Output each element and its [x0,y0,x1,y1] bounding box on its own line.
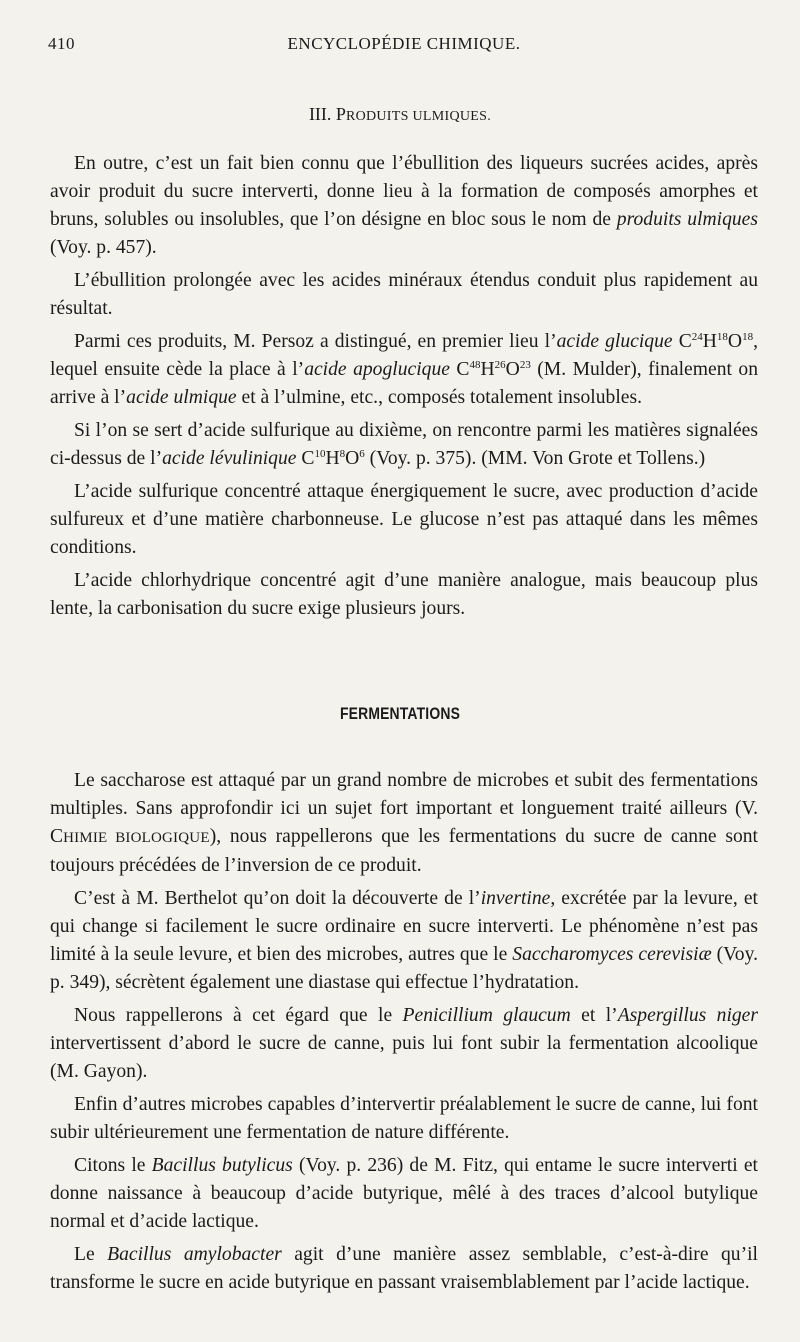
term-bacillus-amylobacter: Bacillus amylobacter [107,1244,282,1265]
paragraph-4-text-a: Si l’on se sert d’acide sulfurique au dixième, on rencontre parmi les matières signalées ci-dessus de l’ [50,420,758,469]
chimie-biologique-initial: C [50,826,64,847]
paragraph-1-text-a: En outre, c’est un fait bien connu que l’ébullition des liqueurs sucrées acides, après avoir produit du sucre interverti, donne lieu à la formation de composés amorphes et bruns, solubles ou insolubles, que l’on désigne en bloc sous le nom de [50,153,758,230]
section-heading-rest: RODUITS ULMIQUES. [345,109,492,124]
paragraph-11-text-b: (Voy. p. 236) de M. Fitz, qui entame le sucre interverti et donne naissance à beaucoup d’acide butyrique, mêlé à des traces d’alcool butylique normal et d’acide lactique. [50,1155,758,1232]
paragraph-7-text-b: ), nous rappellerons que les fermentations du sucre de canne sont toujours précédées de l’inversion de ce produit. [50,826,758,876]
paragraph-4 [50,417,758,473]
paragraph-9 [50,1002,758,1086]
term-acide-apoglucique: acide apoglucique [304,359,450,380]
paragraph-3-text-b: , lequel ensuite cède la place à l’ [50,331,758,380]
formula-levulinique: $C^{10}H^8O^6$ [301,448,365,469]
page-number: 410 [48,34,75,53]
term-acide-levulinique: acide lévulinique [162,448,297,469]
paragraph-3-text-d: et à l’ulmine, etc., composés totalement insolubles. [236,387,643,408]
paragraph-1 [50,150,758,262]
paragraph-3 [50,328,758,412]
term-acide-ulmique: acide ulmique [126,387,237,408]
paragraph-9-text-c: intervertissent d’abord le sucre de canne, puis lui font subir la fermentation alcoolique (M. Gayon). [50,1033,758,1082]
paragraph-11 [50,1152,758,1236]
paragraph-12 [50,1241,758,1297]
paragraph-1-term: produits ulmiques [616,209,758,230]
section-heading-initial: P [335,104,346,124]
running-head [48,34,760,58]
formula-apoglucique: $C^{48}H^{26}O^{23}$ [456,359,531,380]
paragraph-10: Enfin d’autres microbes capables d’intervertir préalablement le sucre de canne, lui font subir ultérieurement une fermentation de nature différente. [50,1094,758,1143]
formula-glucique: $C^{24}H^{18}O^{18}$ [678,331,754,352]
paragraph-8-text-c: (Voy. p. 349), sécrètent également une diastase qui effectue l’hydratation. [50,944,758,993]
section-heading [0,104,800,125]
paragraph-2: L’ébullition prolongée avec les acides minéraux étendus conduit plus rapidement au résultat. [50,270,758,319]
paragraph-8-text-b: , excrétée par la levure, et qui change si facilement le sucre ordinaire en sucre interverti. Le phénomène n’est pas limité à la seule levure, et bien des microbes, autres que le [50,888,758,965]
fermentations-text [50,767,758,1302]
paragraph-3-text-a: Parmi ces produits, M. Persoz a distingué, en premier lieu l’ [74,331,557,352]
term-penicillium: Penicillium glaucum [402,1005,571,1026]
term-aspergillus: Aspergillus niger [617,1005,759,1026]
fermentations-heading: FERMENTATIONS [339,704,461,723]
paragraph-3-text-c: (M. Mulder), finalement on arrive à l’ [50,359,758,408]
paragraph-7-text-a: Le saccharose est attaqué par un grand nombre de microbes et subit des fermentations multiples. Sans approfondir ici un sujet fort important et longuement traité ailleurs (V. [50,770,758,819]
paragraph-7 [50,767,758,880]
term-bacillus-butylicus: Bacillus butylicus [151,1155,293,1176]
term-acide-glucique: acide glucique [556,331,673,352]
section-numeral: III. [308,104,332,124]
paragraph-5: L’acide sulfurique concentré attaque énergiquement le sucre, avec production d’acide sulfureux et d’une matière charbonneuse. Le glucose n’est pas attaqué dans les mêmes conditions. [50,481,758,558]
ulmic-products-text [50,150,758,628]
paragraph-11-text-a: Citons le [74,1155,152,1176]
paragraph-8 [50,885,758,997]
paragraph-12-text-b: agit d’une manière assez semblable, c’est-à-dire qu’il transforme le sucre en acide butyrique en passant vraisemblablement par l’acide lactique. [50,1244,758,1293]
paragraph-9-text-a: Nous rappellerons à cet égard que le [74,1005,403,1026]
chimie-biologique-rest: HIMIE BIOLOGIQUE [63,830,210,846]
paragraph-12-text-a: Le [74,1244,108,1265]
term-saccharomyces: Saccharomyces cerevisiæ [512,944,712,965]
page-header-title: ENCYCLOPÉDIE CHIMIQUE. [287,34,521,53]
paragraph-8-text-a: C’est à M. Berthelot qu’on doit la découverte de l’ [74,888,481,909]
paragraph-4-text-b: (Voy. p. 375). (MM. Von Grote et Tollens.) [364,448,706,469]
paragraph-6: L’acide chlorhydrique concentré agit d’une manière analogue, mais beaucoup plus lente, la carbonisation du sucre exige plusieurs jours. [50,570,758,619]
term-invertine: invertine [480,888,551,909]
paragraph-9-text-b: et l’ [570,1005,618,1026]
paragraph-1-text-b: (Voy. p. 457). [50,237,157,258]
